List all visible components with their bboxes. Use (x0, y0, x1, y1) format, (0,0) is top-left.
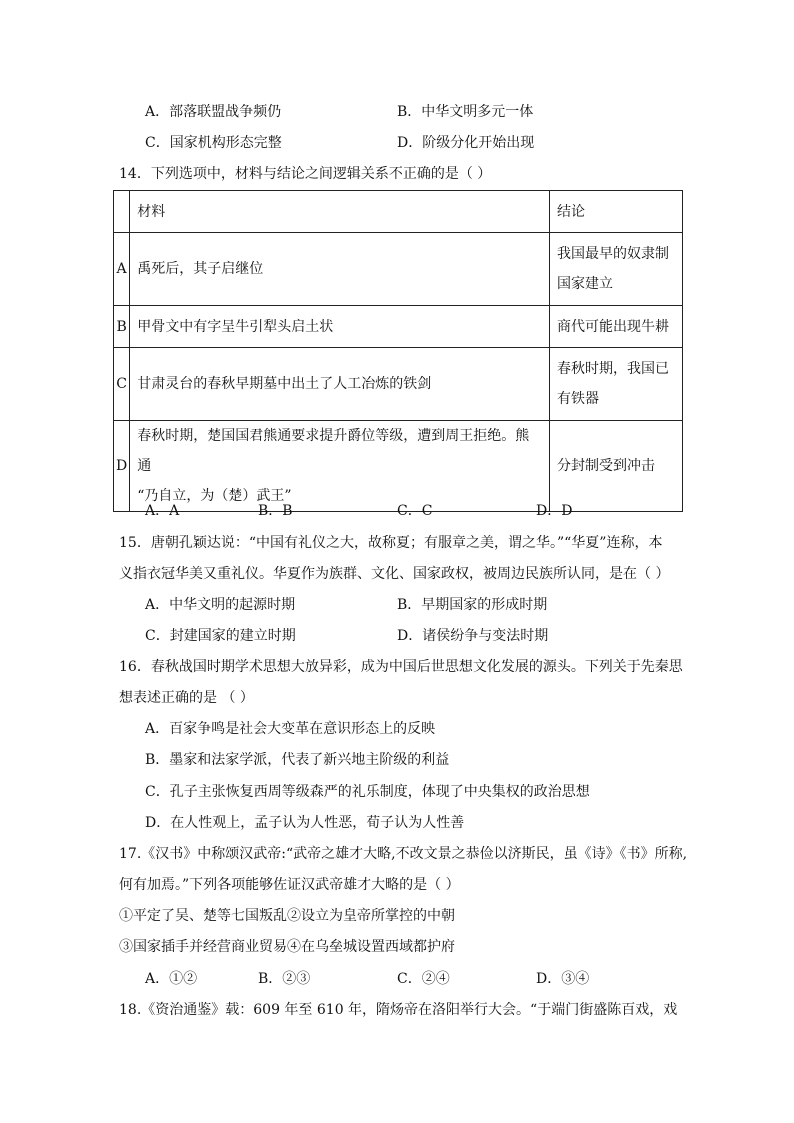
q16-stem-line-1: 16．春秋战国时期学术思想大放异彩，成为中国后世思想文化发展的源头。下列关于先秦思 (119, 659, 683, 675)
q13-option-b: B．中华文明多元一体 (397, 104, 534, 120)
q14-option-d: D．D (536, 503, 573, 519)
q16-option-c: C．孔子主张恢复西周等级森严的礼乐制度，体现了中央集权的政治思想 (145, 784, 590, 800)
header-material: 材料 (130, 191, 550, 233)
row-conclusion: 春秋时期，我国已 有铁器 (550, 348, 683, 421)
row-letter: B (114, 306, 130, 348)
q17-option-c: C．②④ (397, 971, 450, 987)
table-row (114, 233, 683, 306)
q15-option-c: C．封建国家的建立时期 (145, 628, 296, 644)
q13-option-d: D．阶级分化开始出现 (397, 135, 535, 151)
row-conclusion: 商代可能出现牛耕 (550, 306, 683, 348)
q17-option-b: B．②③ (258, 971, 311, 987)
q15-option-d: D．诸侯纷争与变法时期 (397, 628, 549, 644)
row-conclusion: 分封制受到冲击 (550, 421, 683, 512)
q14-table (113, 190, 683, 512)
q13-option-c: C．国家机构形态完整 (145, 135, 282, 151)
q15-option-b: B．早期国家的形成时期 (397, 597, 548, 613)
q17-stem-line-1: 17.《汉书》中称颂汉武帝:“武帝之雄才大略,不改文景之恭俭以济斯民，虽《诗》《书》所称, (119, 846, 688, 862)
q17-stem-line-2: 何有加焉。”下列各项能够佐证汉武帝雄才大略的是（ ） (119, 877, 460, 893)
q17-item-line-1: ①平定了吴、楚等七国叛乱②设立为皇帝所掌控的中朝 (119, 908, 455, 924)
table-row (114, 348, 683, 421)
row-material: 春秋时期，楚国国君熊通要求提升爵位等级，遭到周王拒绝。熊通 “乃自立，为（楚）武王” (130, 421, 550, 512)
q14-stem: 14．下列选项中，材料与结论之间逻辑关系不正确的是（ ） (119, 166, 492, 182)
q14-option-a: A．A (145, 503, 180, 519)
row-letter: D (114, 421, 130, 512)
row-letter: C (114, 348, 130, 421)
table-row (114, 421, 683, 512)
q14-option-c: C．C (397, 503, 433, 519)
q17-item-line-2: ③国家插手并经营商业贸易④在乌垒城设置西域都护府 (119, 939, 455, 955)
q13-option-a: A．部落联盟战争频仍 (145, 104, 282, 120)
row-material: 甲骨文中有字呈牛引犁头启土状 (130, 306, 550, 348)
q14-option-b: B．B (258, 503, 293, 519)
q15-stem-line-1: 15．唐朝孔颖达说：“中国有礼仪之大，故称夏；有服章之美，谓之华。”“华夏”连称，本 (119, 535, 663, 551)
q17-option-a: A．①② (145, 971, 198, 987)
q16-option-d: D．在人性观上，孟子认为人性恶，荀子认为人性善 (145, 815, 465, 831)
row-material: 禹死后，其子启继位 (130, 233, 550, 306)
q17-option-d: D．③④ (536, 971, 590, 987)
table-row (114, 306, 683, 348)
q16-stem-line-2: 想表述正确的是 （ ） (119, 690, 254, 706)
header-conclusion: 结论 (550, 191, 683, 233)
table-header-row (114, 191, 683, 233)
row-letter: A (114, 233, 130, 306)
q15-stem-line-2: 义指衣冠华美又重礼仪。华夏作为族群、文化、国家政权，被周边民族所认同，是在（ ） (119, 566, 670, 582)
q16-option-b: B．墨家和法家学派，代表了新兴地主阶级的利益 (145, 752, 450, 768)
q16-option-a: A．百家争鸣是社会大变革在意识形态上的反映 (145, 721, 436, 737)
row-conclusion: 我国最早的奴隶制 国家建立 (550, 233, 683, 306)
q15-option-a: A．中华文明的起源时期 (145, 597, 296, 613)
row-material: 甘肃灵台的春秋早期墓中出土了人工冶炼的铁剑 (130, 348, 550, 421)
q18-stem-line-1: 18.《资治通鉴》载：609 年至 610 年，隋炀帝在洛阳举行大会。“于端门街盛陈百戏，戏 (119, 1002, 678, 1018)
